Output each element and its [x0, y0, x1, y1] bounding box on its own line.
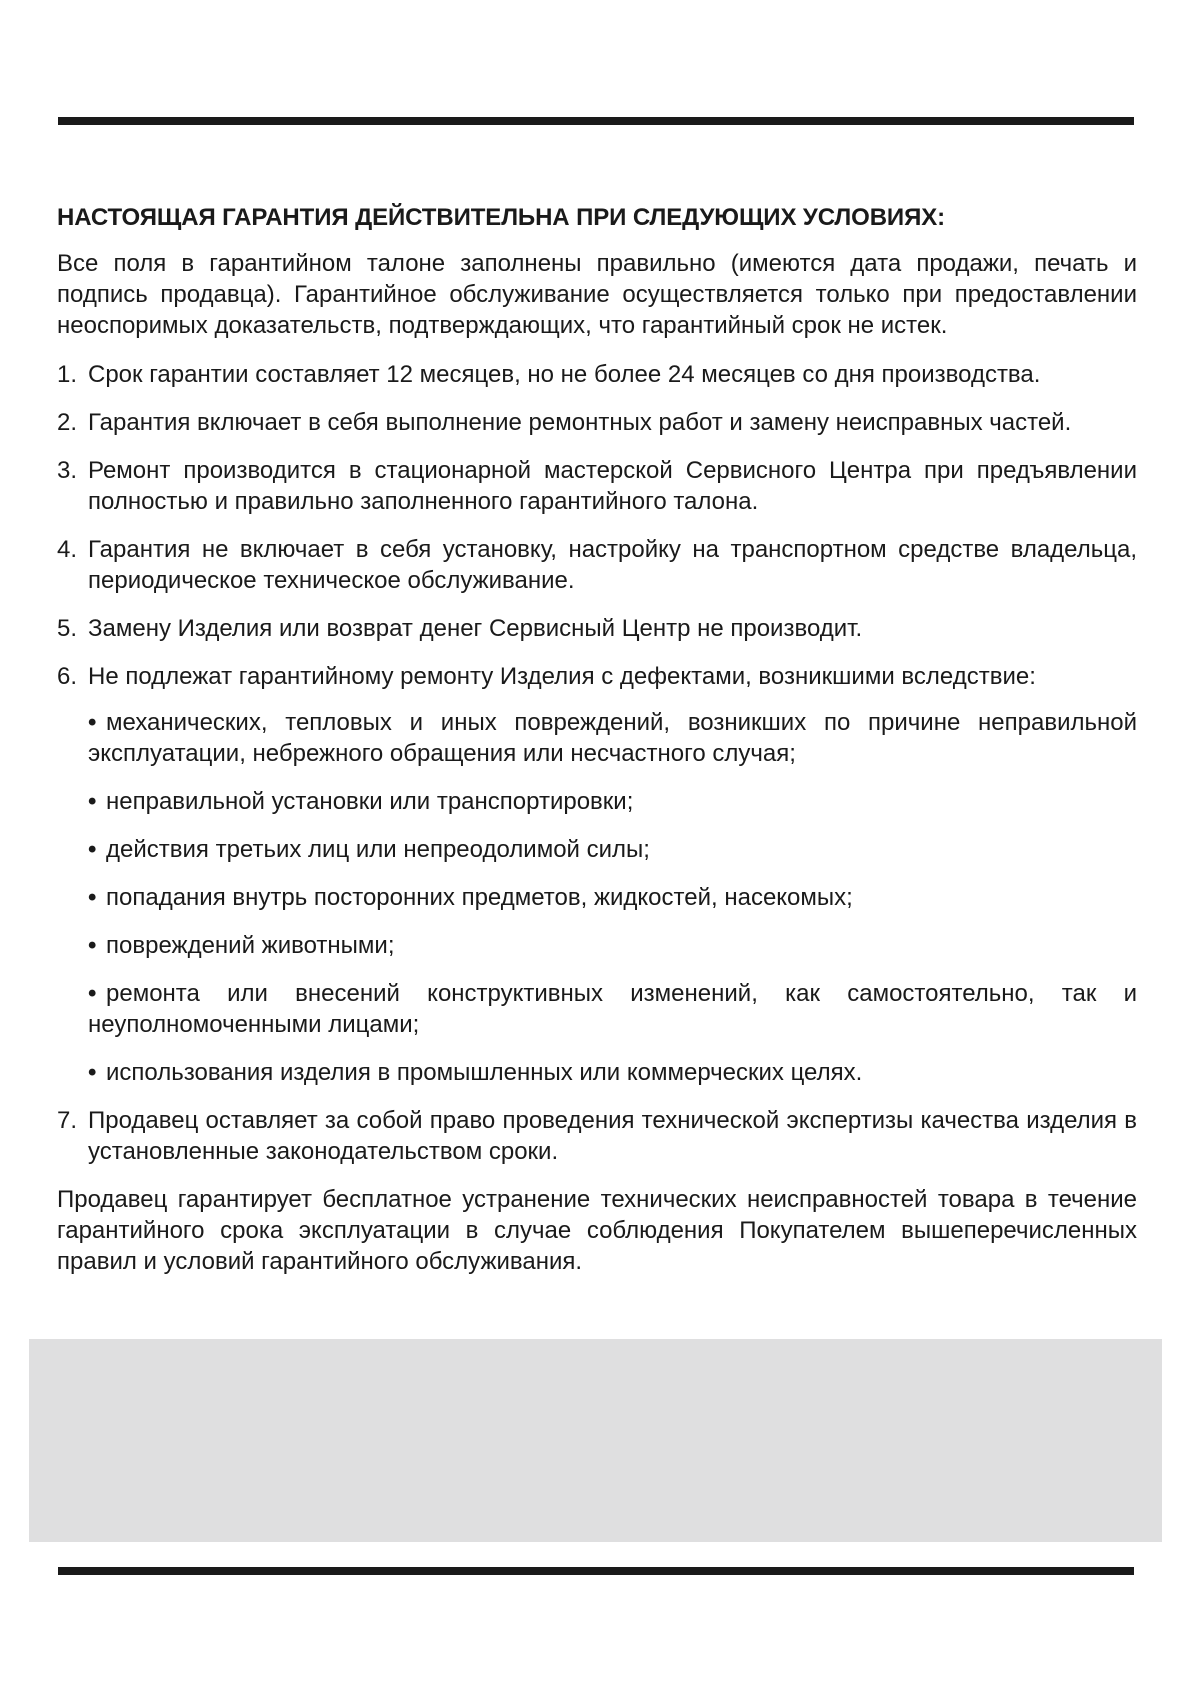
term-number: 5. — [57, 615, 78, 642]
terms-list — [57, 359, 1137, 692]
terms-list-continued — [57, 1105, 1137, 1167]
bullet-icon: • — [88, 884, 97, 911]
warranty-conditions — [57, 202, 1137, 1277]
list-item — [88, 786, 1137, 817]
term-item — [57, 613, 1137, 644]
bullet-icon: • — [88, 788, 97, 815]
bullet-text: механических, тепловых и иных повреждений, возникших по причине неправильной эксплуатации, небрежного обращения или несчастного случая; — [88, 709, 1137, 767]
list-item — [88, 834, 1137, 865]
page-title: НАСТОЯЩАЯ ГАРАНТИЯ ДЕЙСТВИТЕЛЬНА ПРИ СЛЕДУЮЩИХ УСЛОВИЯХ: — [57, 204, 946, 231]
bullet-text: действия третьих лиц или непреодолимой силы; — [106, 836, 650, 863]
term-text: Замену Изделия или возврат денег Сервисный Центр не производит. — [88, 615, 863, 642]
term-item — [57, 1105, 1137, 1167]
defect-causes-list — [88, 707, 1137, 1088]
intro-paragraph: Все поля в гарантийном талоне заполнены правильно (имеются дата продажи, печать и подпись продавца). Гарантийное обслуживание осуществляется только при предоставлении неоспоримых доказательств, подтверждающих, что гарантийный срок не истек. — [57, 250, 1137, 339]
bullet-text: неправильной установки или транспортировки; — [106, 788, 634, 815]
term-text: Гарантия не включает в себя установку, настройку на транспортном средстве владельца, периодическое техническое обслуживание. — [88, 536, 1137, 594]
term-number: 1. — [57, 361, 78, 388]
term-text: Продавец оставляет за собой право проведения технической экспертизы качества изделия в установленные законодательством сроки. — [88, 1107, 1137, 1165]
bullet-icon: • — [88, 836, 97, 863]
term-item — [57, 455, 1137, 517]
term-item — [57, 407, 1137, 438]
bullet-text: использования изделия в промышленных или коммерческих целях. — [106, 1059, 863, 1086]
bullet-text: повреждений животными; — [106, 932, 395, 959]
list-item — [88, 930, 1137, 961]
list-item — [88, 707, 1137, 769]
term-text: Не подлежат гарантийному ремонту Изделия с дефектами, возникшими вследствие: — [88, 663, 1036, 690]
bullet-icon: • — [88, 709, 97, 736]
bullet-text: попадания внутрь посторонних предметов, жидкостей, насекомых; — [106, 884, 853, 911]
bottom-divider — [58, 1567, 1134, 1575]
list-item — [88, 978, 1137, 1040]
bullet-icon: • — [88, 932, 97, 959]
term-item — [57, 359, 1137, 390]
list-item — [88, 882, 1137, 913]
term-item — [57, 534, 1137, 596]
term-number: 2. — [57, 409, 78, 436]
gray-panel — [29, 1339, 1162, 1542]
term-text: Срок гарантии составляет 12 месяцев, но не более 24 месяцев со дня производства. — [88, 361, 1041, 388]
term-number: 3. — [57, 457, 78, 484]
bullet-text: ремонта или внесений конструктивных изменений, как самостоятельно, так и неуполномоченными лицами; — [88, 980, 1137, 1038]
term-number: 6. — [57, 663, 78, 690]
term-number: 4. — [57, 536, 78, 563]
term-text: Ремонт производится в стационарной мастерской Сервисного Центра при предъявлении полностью и правильно заполненного гарантийного талона. — [88, 457, 1137, 515]
bullet-icon: • — [88, 1059, 97, 1086]
term-item — [57, 661, 1137, 692]
term-number: 7. — [57, 1107, 78, 1134]
list-item — [88, 1057, 1137, 1088]
closing-paragraph: Продавец гарантирует бесплатное устранение технических неисправностей товара в течение гарантийного срока эксплуатации в случае соблюдения Покупателем вышеперечисленных правил и условий гарантийного обслуживания. — [57, 1186, 1137, 1275]
bullet-icon: • — [88, 980, 97, 1007]
term-text: Гарантия включает в себя выполнение ремонтных работ и замену неисправных частей. — [88, 409, 1072, 436]
top-divider — [58, 117, 1134, 125]
